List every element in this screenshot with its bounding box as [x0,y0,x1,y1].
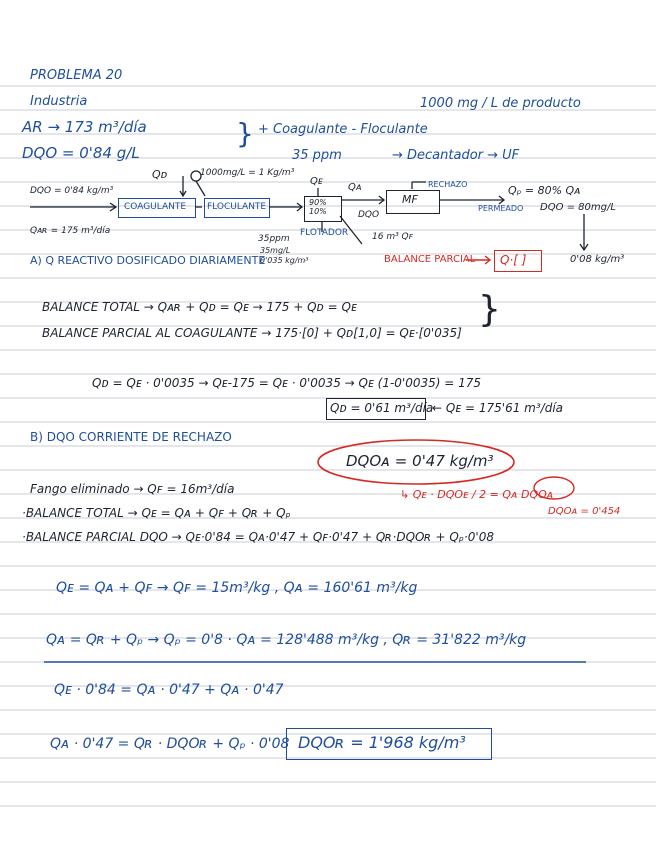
coagulante-label: COAGULANTE [124,202,187,212]
bal-total-b: ·BALANCE TOTAL → Qᴇ = Qᴀ + Qꜰ + Qʀ + Qₚ [22,506,291,520]
flotador-split: 90% 10% [309,198,327,216]
rechazo-label: RECHAZO [428,180,468,189]
balance-total-line: BALANCE TOTAL → Qᴀʀ + Qᴅ = Qᴇ → 175 + Qᴅ = Qᴇ [42,300,357,314]
product-dose: 1000 mg / L de producto [420,96,581,111]
ppm35-label: 35ppm [258,234,290,244]
conc-label: 35mg/L 0'035 kg/m³ [260,246,309,265]
red-note: DQOᴀ = 0'454 [548,506,621,517]
qf-label: 16 m³ Qꜰ [372,232,414,242]
line4: Qᴀ · 0'47 = Qʀ · DQOʀ + Qₚ · 0'08 [50,736,290,752]
part-b-question: B) DQO CORRIENTE DE RECHAZO [30,430,232,444]
fango-line: Fango eliminado → Qꜰ = 16m³/día [30,482,235,496]
dqo-perm: DQO = 80mg/L [540,202,616,213]
qp-eq: Qₚ = 80% Qᴀ [508,184,581,197]
final-result: DQOʀ = 1'968 kg/m³ [298,733,466,752]
qe-value: ← Qᴇ = 175'61 m³/día [432,401,564,415]
dqo-side: DQO [358,210,380,220]
coag-floc: + Coagulante - Floculante [258,122,428,137]
floculante-label: FLOCULANTE [207,202,267,212]
ppm-label: 35 ppm [292,148,342,163]
dqo-in-label: DQO = 0'84 kg/m³ [30,186,114,196]
industry-label: Industria [30,94,88,109]
line3: Qᴇ · 0'84 = Qᴀ · 0'47 + Qᴀ · 0'47 [54,682,284,698]
part-a-question: A) Q REACTIVO DOSIFICADO DIARIAMENTE [30,254,266,267]
qe-label: Qᴇ [310,176,323,187]
brace-right: } [478,289,501,330]
qa-label: Qᴀ [348,182,362,193]
line2: Qᴀ = Qʀ + Qₚ → Qₚ = 0'8 · Qᴀ = 128'488 m³/kg , Qʀ = 31'822 m³/kg [46,632,527,648]
qar-label: Qᴀʀ = 175 m³/día [30,226,111,236]
result-low: 0'08 kg/m³ [570,254,625,265]
permeado-label: PERMEADO [478,204,524,213]
line1: Qᴇ = Qᴀ + Qꜰ → Qꜰ = 15m³/kg , Qᴀ = 160'61 m³/kg [56,580,418,596]
brace: } [236,117,254,150]
decantador-chain: → Decantador → UF [392,148,520,163]
qd-label: Qᴅ [152,168,168,181]
dqo-in: DQO = 0'84 g/L [22,144,140,162]
solve-line: Qᴅ = Qᴇ · 0'0035 → Qᴇ-175 = Qᴇ · 0'0035 → Qᴇ (1-0'0035) = 175 [92,376,482,390]
qd-result: Qᴅ = 0'61 m³/día [330,401,434,415]
ar-flow: AR → 173 m³/día [22,118,147,136]
balance-coag-line: BALANCE PARCIAL AL COAGULANTE → 175·[0] + Qᴅ[1,0] = Qᴇ·[0'035] [42,326,462,340]
bal-parcial-b: ·BALANCE PARCIAL DQO → Qᴇ·0'84 = Qᴀ·0'47 + Qꜰ·0'47 + Qʀ·DQOʀ + Qₚ·0'08 [22,530,494,544]
red-equation: ↳ Qᴇ · DQOᴇ / 2 = Qᴀ DQOᴀ [400,488,554,501]
dqo-a-value: DQOᴀ = 0'47 kg/m³ [346,452,494,470]
dose-label: 1000mg/L = 1 Kg/m³ [200,168,295,178]
balance-parcial-red: BALANCE PARCIAL [384,254,476,265]
flotador-label: FLOTADOR [300,228,349,238]
problem-title: PROBLEMA 20 [30,68,123,83]
qc-label: Q·[ ] [500,253,527,267]
mf-label: MF [402,193,418,206]
